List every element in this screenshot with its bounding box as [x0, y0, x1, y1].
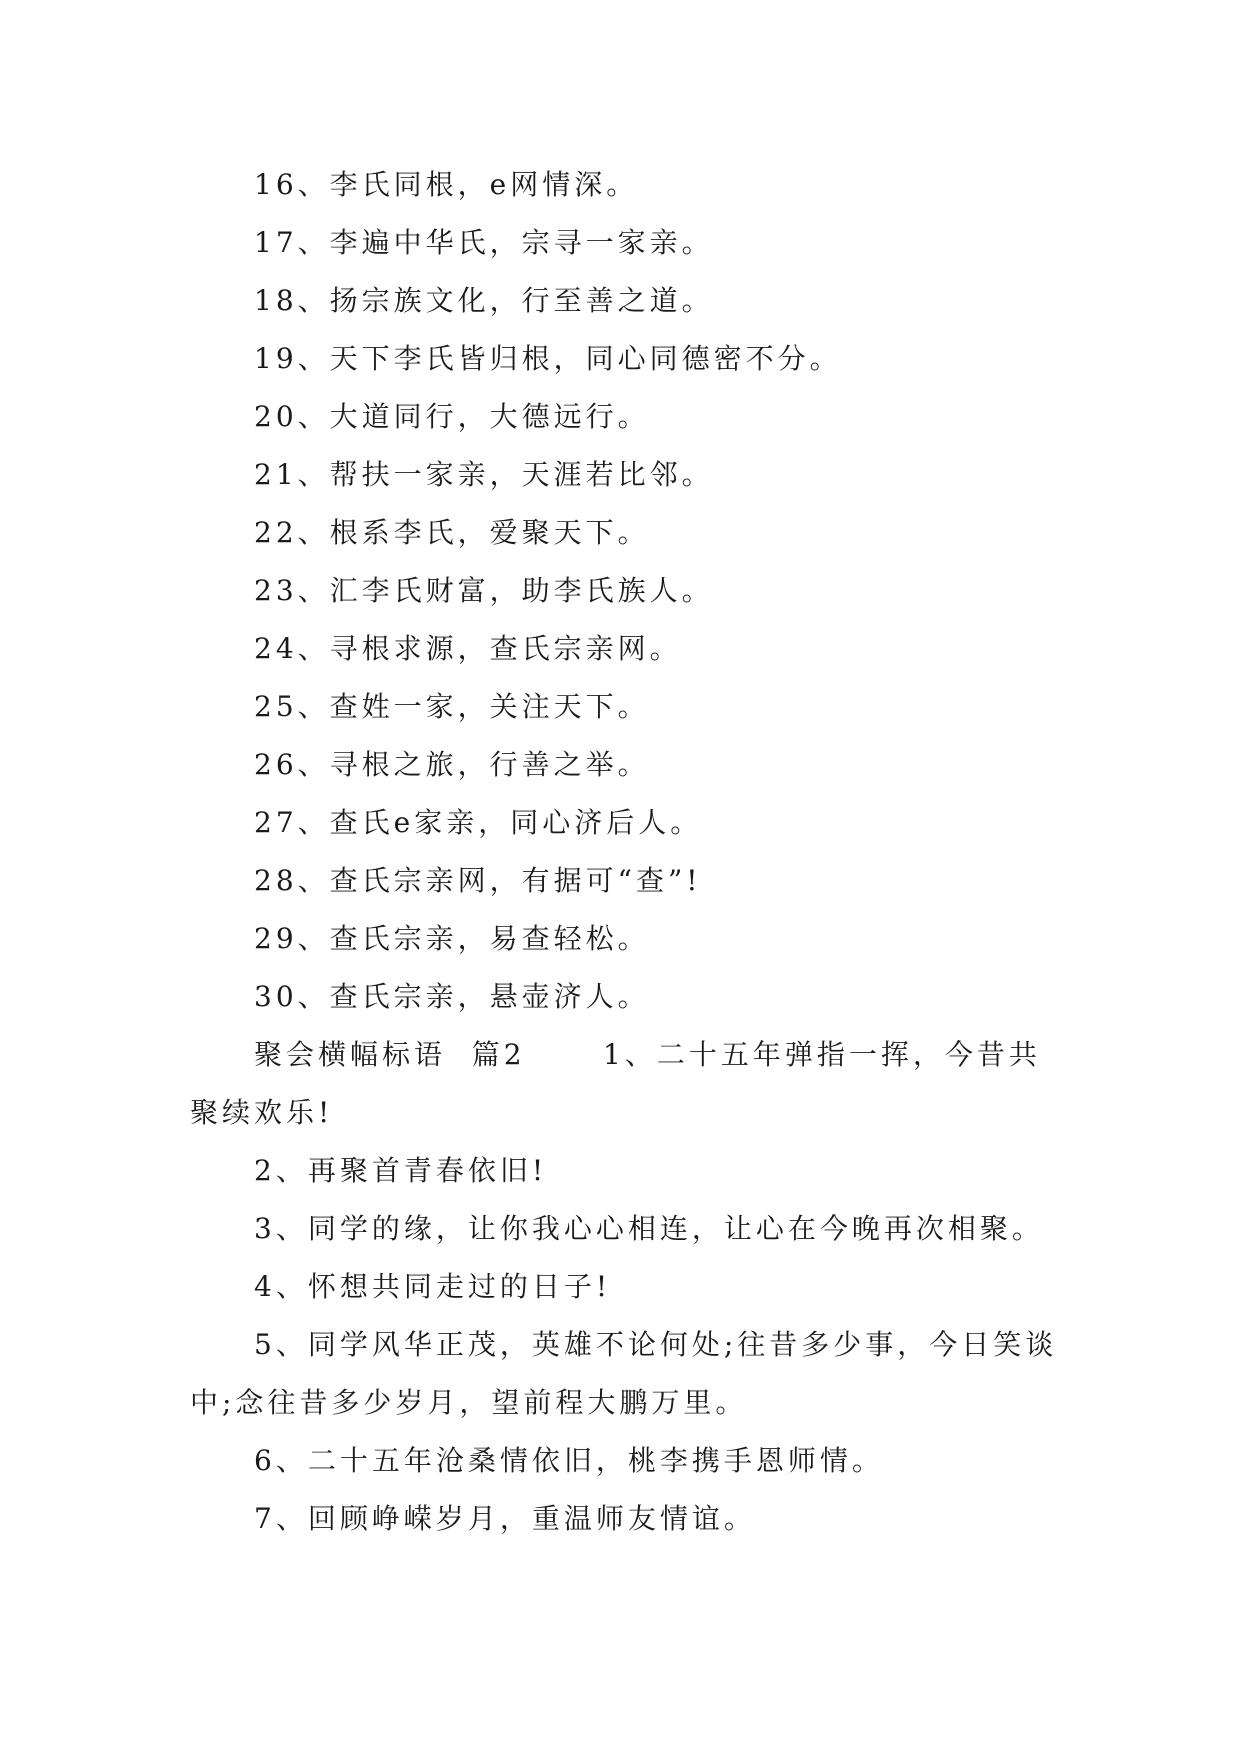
- slogan-line: 7、回顾峥嵘岁月，重温师友情谊。: [254, 1502, 756, 1535]
- slogan-line: 19、天下李氏皆归根，同心同德密不分。: [254, 342, 842, 375]
- slogan-line: 16、李氏同根，e网情深。: [254, 168, 639, 201]
- slogan-line: 20、大道同行，大德远行。: [254, 400, 650, 433]
- slogan-line: 23、汇李氏财富，助李氏族人。: [254, 574, 714, 607]
- slogan-line: 6、二十五年沧桑情依旧，桃李携手恩师情。: [254, 1444, 884, 1477]
- slogan-line: 5、同学风华正茂，英雄不论何处;往昔多少事，今日笑谈中;念往昔多少岁月，望前程大鹏万里。: [190, 1328, 1058, 1419]
- slogan-line: 18、扬宗族文化，行至善之道。: [254, 284, 714, 317]
- slogan-line: 3、同学的缘，让你我心心相连，让心在今晚再次相聚。: [254, 1212, 1044, 1245]
- slogan-line: 21、帮扶一家亲，天涯若比邻。: [254, 458, 714, 491]
- slogan-line: 25、查姓一家，关注天下。: [254, 690, 650, 723]
- slogan-line: 30、查氏宗亲，悬壶济人。: [254, 980, 650, 1013]
- section-heading-line: 聚会横幅标语 篇2 1、二十五年弹指一挥，今昔共聚续欢乐!: [190, 1038, 1041, 1129]
- slogan-line: 28、查氏宗亲网，有据可“查”!: [254, 864, 702, 897]
- slogan-line: 27、查氏e家亲，同心济后人。: [254, 806, 703, 839]
- slogan-line: 22、根系李氏，爱聚天下。: [254, 516, 650, 549]
- slogan-line: 17、李遍中华氏，宗寻一家亲。: [254, 226, 714, 259]
- document-body: [190, 156, 1060, 1548]
- slogan-line: 2、再聚首青春依旧!: [254, 1154, 548, 1187]
- slogan-line: 29、查氏宗亲，易查轻松。: [254, 922, 650, 955]
- slogan-line: 26、寻根之旅，行善之举。: [254, 748, 650, 781]
- slogan-line: 4、怀想共同走过的日子!: [254, 1270, 612, 1303]
- slogan-line: 24、寻根求源，查氏宗亲网。: [254, 632, 682, 665]
